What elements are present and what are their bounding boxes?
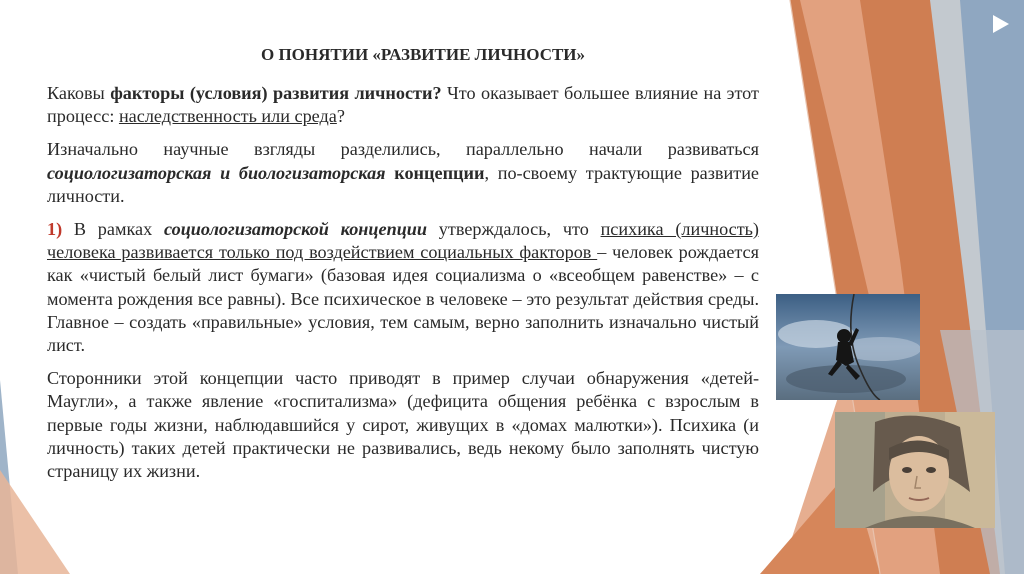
paragraph-supporters (47, 367, 759, 483)
photo-child-on-rope (776, 294, 920, 400)
content-text (47, 44, 759, 493)
p3-psyche-underlined: психика (личность) человека развивается только под воздействием социальных факторов (47, 219, 759, 263)
p3-text-3: утверждалось, что (427, 219, 601, 240)
p1-text-5: ? (336, 106, 345, 127)
p2-text-5: , по-своему трактующие развитие личности. (47, 162, 760, 206)
p4-text-1: Сторонники этой концепции часто приводят в пример случаи обнаружения «детей-Маугли», а также явление «госпитализма» (дефицита общения ребёнка с взрослым в первые годы жизни, наблюдавшийся у сирот, живущих в «домах малютки»). Психика (и личность) таких детей практически не развивались, ведь некому было заполнять чистую страницу их жизни. (47, 368, 759, 482)
p3-concept-bold-italic: социологизаторской концепции (163, 219, 428, 240)
p3-text-5: – человек рождается как «чистый белый лист бумаги» (базовая идея социализма о «всеобщем равенстве» – с момента рождения все равны). Все психическое в человеке – это результат действия среды. Главное – создать «правильные» условия, тем самым, верно заполнить изначально чистый лист. (47, 242, 759, 356)
photo-painted-girl-face (835, 412, 995, 528)
p2-concepts-bold-italic: социологизаторская и биологизаторская (47, 162, 386, 183)
paragraph-concepts (47, 138, 759, 208)
p1-factors-bold: факторы (условия) развития личности? (110, 83, 442, 103)
p3-number: 1) (47, 219, 63, 240)
p2-text-3 (386, 163, 395, 183)
p2-text-1: Изначально научные взгляды разделились, параллельно начали развиваться (47, 139, 759, 160)
paragraph-question (47, 82, 759, 128)
slide-title: О ПОНЯТИИ «РАЗВИТИЕ ЛИЧНОСТИ» (260, 45, 586, 64)
p1-text-3: Что оказывает большее влияние на этот процесс: (47, 83, 759, 127)
p2-concepts-bold: концепции (394, 162, 485, 183)
p1-text-1: Каковы (47, 83, 111, 103)
paragraph-sociologizing (47, 218, 759, 357)
p1-heredity-underlined: наследственность или среда (118, 106, 337, 127)
p3-text-1: В рамках (62, 219, 164, 240)
